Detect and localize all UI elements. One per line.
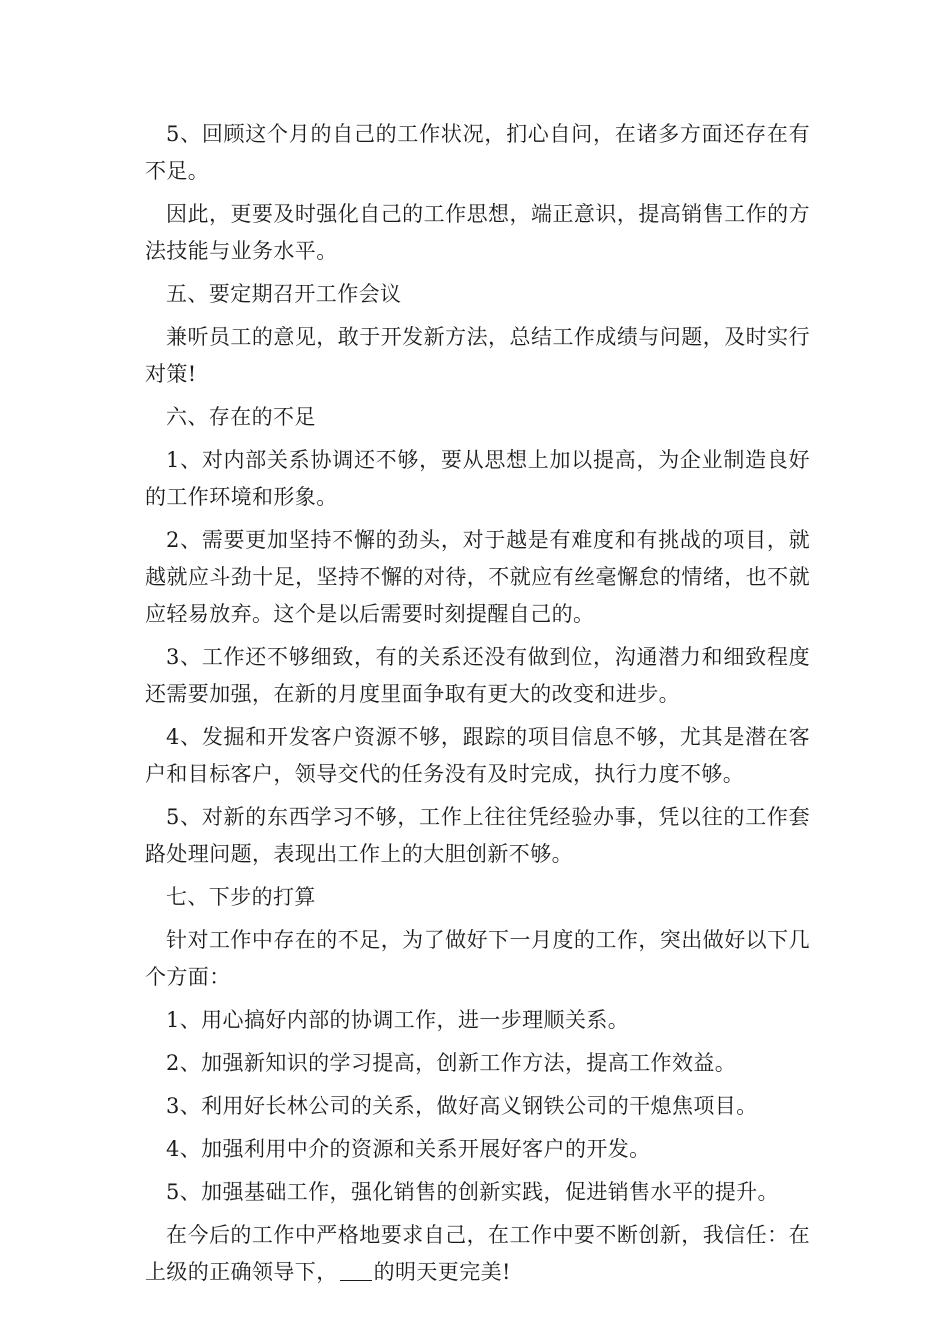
closing-text: 在今后的工作中严格地要求自己，在工作中要不断创新，我信任：在上级的正确领导下，	[145, 1223, 810, 1284]
list-item: 4、加强利用中介的资源和关系开展好客户的开发。	[166, 1137, 651, 1161]
section-heading: 五、要定期召开工作会议	[166, 282, 402, 306]
list-item: 1、对内部关系协调还不够，要从思想上加以提高，为企业制造良好的工作环境和形象。	[145, 448, 810, 509]
document-page	[145, 116, 810, 1297]
fill-in-blank	[340, 1260, 372, 1281]
section-heading: 七、下步的打算	[166, 885, 316, 909]
closing-text-end: 的明天更完美!	[373, 1260, 511, 1284]
list-item: 4、发掘和开发客户资源不够，跟踪的项目信息不够，尤其是潜在客户和目标客户，领导交代的任务没有及时完成，执行力度不够。	[145, 725, 810, 786]
paragraph: 5、回顾这个月的自己的工作状况，扪心自问，在诸多方面还存在有不足。	[145, 122, 810, 183]
section-heading: 六、存在的不足	[166, 405, 316, 429]
list-item: 5、加强基础工作，强化销售的创新实践，促进销售水平的提升。	[166, 1180, 779, 1204]
paragraph: 兼听员工的意见，敢于开发新方法，总结工作成绩与问题，及时实行对策!	[145, 325, 810, 386]
list-item: 3、工作还不够细致，有的关系还没有做到位，沟通潜力和细致程度还需要加强，在新的月度里面争取有更大的改变和进步。	[145, 645, 810, 706]
list-item: 2、加强新知识的学习提高，创新工作方法，提高工作效益。	[166, 1051, 737, 1075]
list-item: 3、利用好长林公司的关系，做好高义钢铁公司的干熄焦项目。	[166, 1094, 758, 1118]
paragraph: 针对工作中存在的不足，为了做好下一月度的工作，突出做好以下几个方面：	[145, 928, 810, 989]
list-item: 1、用心搞好内部的协调工作，进一步理顺关系。	[166, 1008, 630, 1032]
closing-paragraph	[145, 1217, 810, 1291]
list-item: 2、需要更加坚持不懈的劲头，对于越是有难度和有挑战的项目，就越就应斗劲十足，坚持不懈的对待，不就应有丝毫懈怠的情绪，也不就应轻易放弃。这个是以后需要时刻提醒自己的。	[145, 528, 810, 626]
list-item: 5、对新的东西学习不够，工作上往往凭经验办事，凭以往的工作套路处理问题，表现出工作上的大胆创新不够。	[145, 805, 810, 866]
paragraph: 因此，更要及时强化自己的工作思想，端正意识，提高销售工作的方法技能与业务水平。	[145, 202, 810, 263]
